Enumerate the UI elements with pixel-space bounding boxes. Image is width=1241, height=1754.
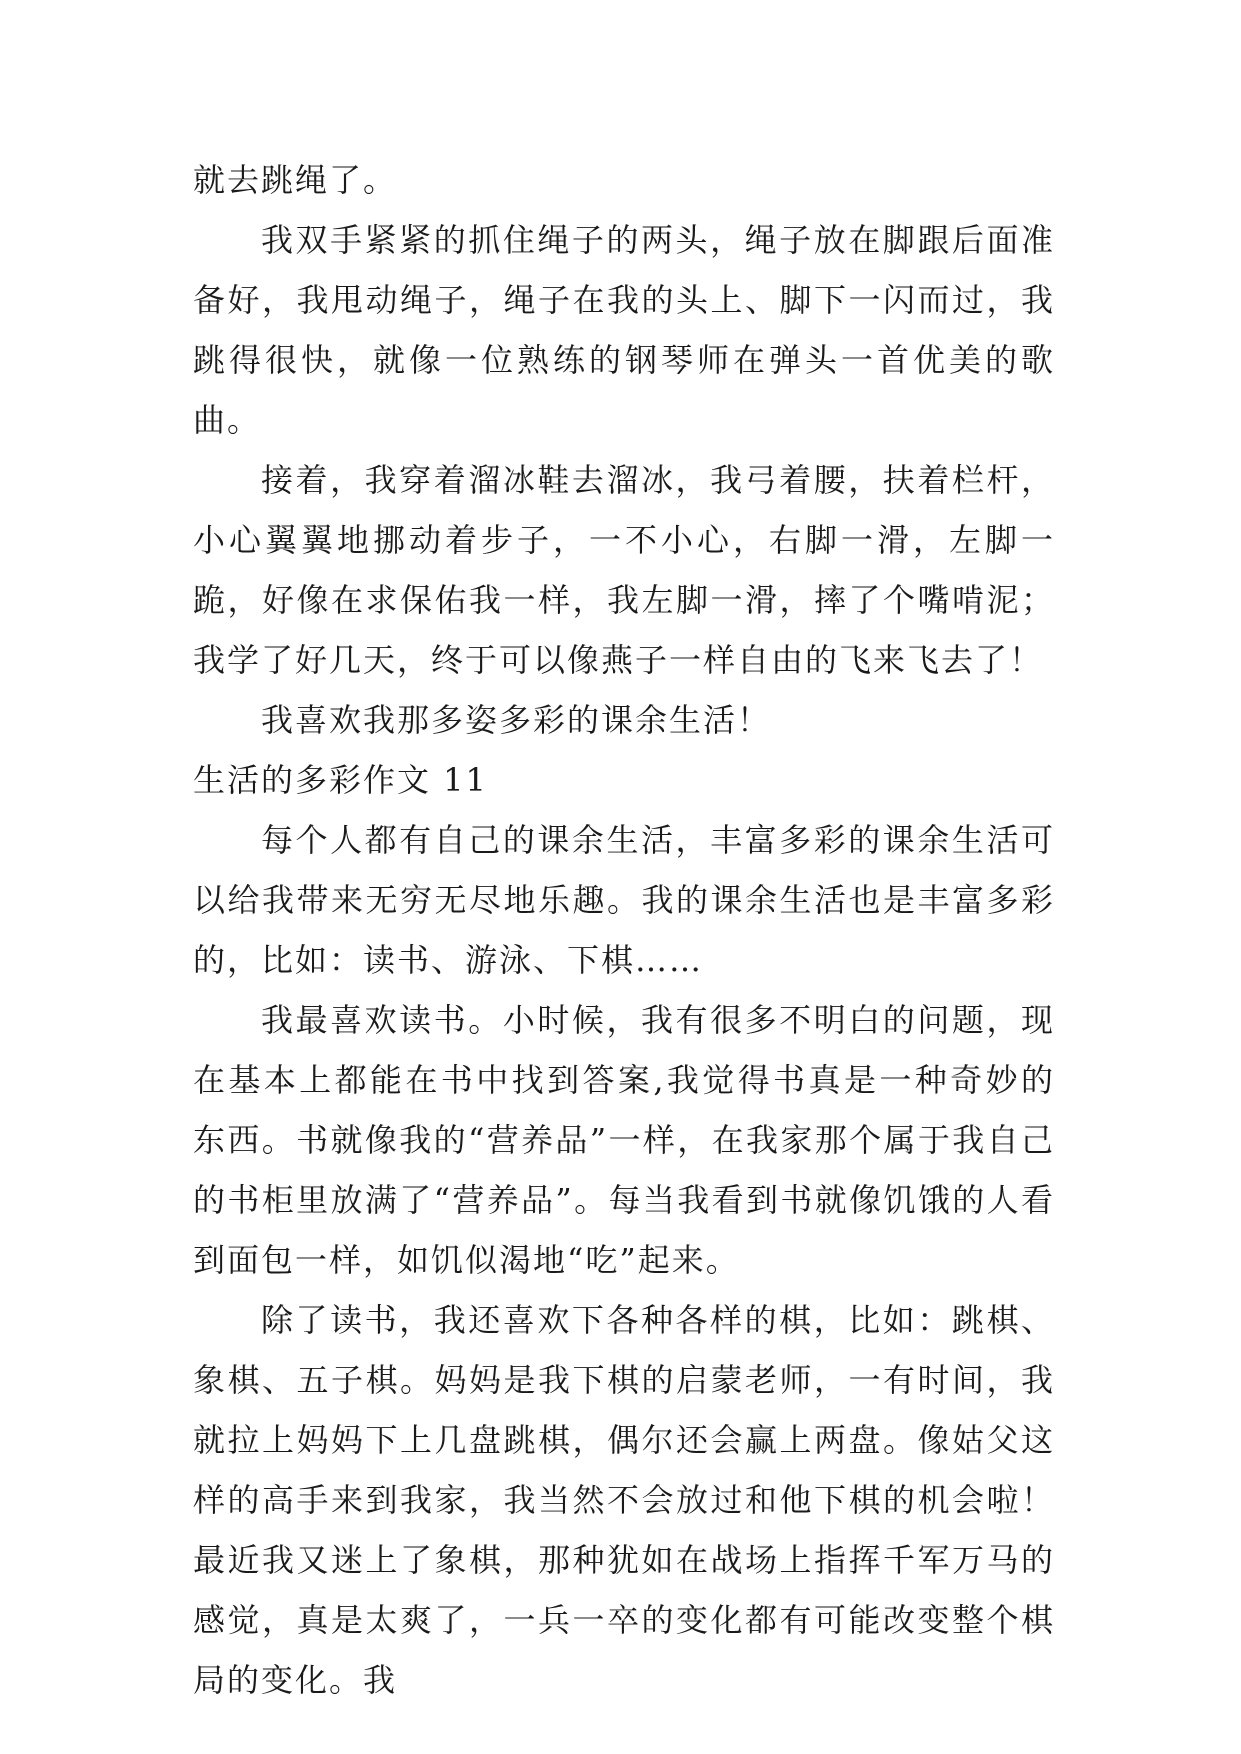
document-body — [193, 150, 1055, 1710]
paragraph-reading: 我最喜欢读书。小时候，我有很多不明白的问题，现在基本上都能在书中找到答案,我觉得书真是一种奇妙的东西。书就像我的“营养品”一样，在我家那个属于我自己的书柜里放满了“营养品”。每当我看到书就像饥饿的人看到面包一样，如饥似渴地“吃”起来。 — [193, 1001, 1055, 1279]
paragraph-intro: 每个人都有自己的课余生活，丰富多彩的课余生活可以给我带来无穷无尽地乐趣。我的课余生活也是丰富多彩的，比如：读书、游泳、下棋…… — [193, 821, 1055, 979]
paragraph-chess: 除了读书，我还喜欢下各种各样的棋，比如：跳棋、象棋、五子棋。妈妈是我下棋的启蒙老师，一有时间，我就拉上妈妈下上几盘跳棋，偶尔还会赢上两盘。像姑父这样的高手来到我家，我当然不会放过和他下棋的机会啦！最近我又迷上了象棋，那种犹如在战场上指挥千军万马的感觉，真是太爽了，一兵一卒的变化都有可能改变整个棋局的变化。我 — [193, 1301, 1055, 1699]
paragraph-jump-rope: 我双手紧紧的抓住绳子的两头，绳子放在脚跟后面准备好，我甩动绳子，绳子在我的头上、脚下一闪而过，我跳得很快，就像一位熟练的钢琴师在弹头一首优美的歌曲。 — [193, 221, 1055, 439]
paragraph-continuation: 就去跳绳了。 — [193, 161, 398, 199]
essay-heading: 生活的多彩作文 11 — [193, 761, 488, 799]
paragraph-skating: 接着，我穿着溜冰鞋去溜冰，我弓着腰，扶着栏杆，小心翼翼地挪动着步子，一不小心，右脚一滑，左脚一跪，好像在求保佑我一样，我左脚一滑，摔了个嘴啃泥；我学了好几天，终于可以像燕子一样自由的飞来飞去了！ — [193, 461, 1055, 679]
paragraph-conclusion: 我喜欢我那多姿多彩的课余生活！ — [261, 701, 772, 739]
